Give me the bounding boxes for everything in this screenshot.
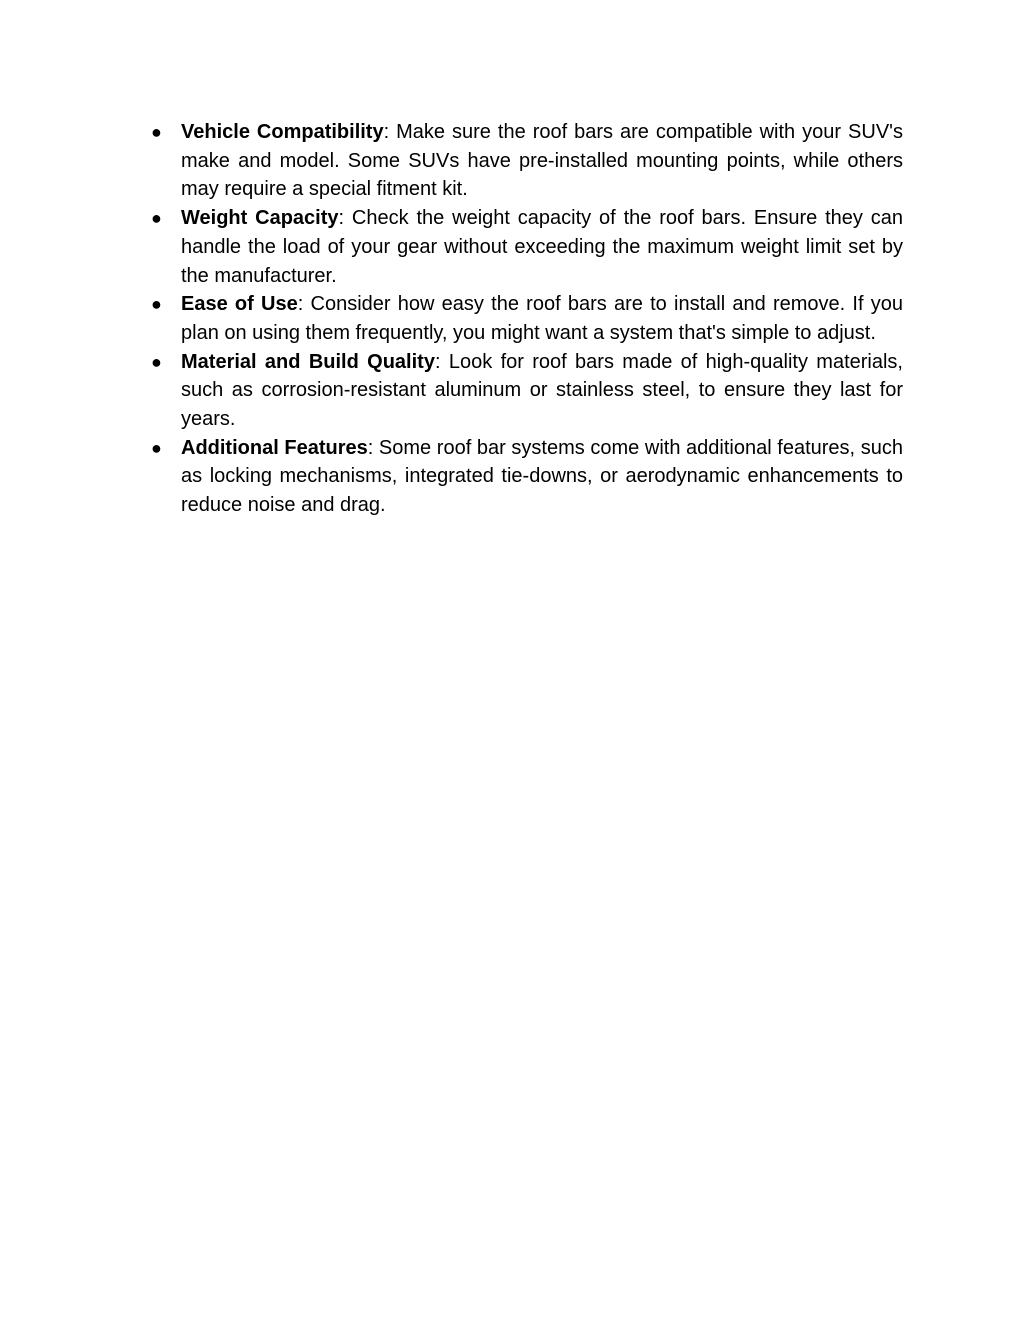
- item-term: Additional Features: [181, 436, 368, 459]
- item-text: Make sure the roof bars are compatible with your SUV's make and model. Some SUVs have pre-installed mounting points, while others may require a special fitment kit.: [181, 121, 903, 201]
- item-term: Vehicle Compatibility: [181, 121, 384, 143]
- bullet-icon: ●: [151, 294, 162, 315]
- item-text: Check the weight capacity of the roof bars. Ensure they can handle the load of your gear without exceeding the maximum weight limit set by the manufacturer.: [181, 207, 903, 287]
- list-item-additional-features: [151, 434, 903, 520]
- item-text: Some roof bar systems come with additional features, such as locking mechanisms, integrated tie-downs, or aerodynamic enhancements to reduce noise and drag.: [181, 436, 903, 517]
- item-term: Weight Capacity: [181, 207, 339, 230]
- bullet-icon: ●: [151, 122, 162, 142]
- item-separator: :: [434, 350, 441, 373]
- item-separator: :: [297, 293, 304, 316]
- bullet-list: [151, 118, 903, 520]
- item-separator: :: [338, 207, 345, 230]
- list-item-ease-of-use: [151, 290, 903, 347]
- item-separator: :: [367, 436, 374, 459]
- list-item-vehicle-compatibility: [151, 118, 903, 204]
- bullet-icon: ●: [151, 437, 162, 458]
- item-text: Look for roof bars made of high-quality materials, such as corrosion-resistant aluminum or stainless steel, to ensure they last for years.: [181, 350, 903, 431]
- item-separator: :: [383, 121, 390, 143]
- list-item-weight-capacity: [151, 204, 903, 290]
- bullet-icon: ●: [151, 208, 162, 229]
- item-text: Consider how easy the roof bars are to install and remove. If you plan on using them frequently, you might want a system that's simple to adjust.: [181, 293, 903, 344]
- item-term: Material and Build Quality: [181, 350, 435, 373]
- item-term: Ease of Use: [181, 293, 298, 316]
- list-item-material-build-quality: [151, 348, 903, 434]
- bullet-icon: ●: [151, 351, 162, 372]
